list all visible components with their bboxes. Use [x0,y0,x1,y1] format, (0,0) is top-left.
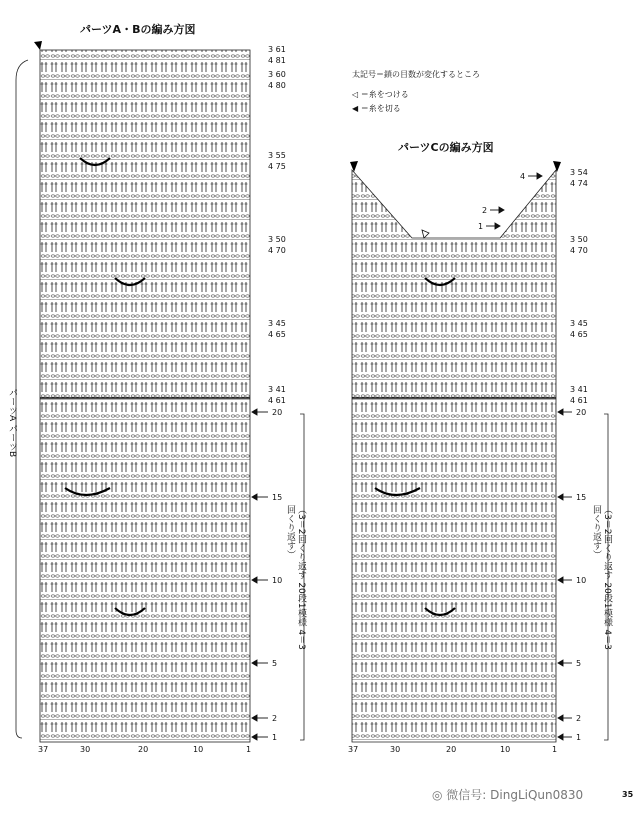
stitch-count-a: 3 45 [570,319,588,328]
stitch-count-b: 4 61 [268,396,286,405]
stitch-count-a: 3 61 [268,45,286,54]
stitch-count-a: 3 60 [268,70,286,79]
stitch-count-a: 3 55 [268,151,286,160]
legend-bold-symbol-note: 太記号＝鎖の目数が変化するところ [352,70,480,79]
row-number: 10 [272,576,283,585]
stitch-count-b: 4 70 [268,246,286,255]
stitch-number: 30 [390,745,401,754]
stitch-number: 10 [193,745,204,754]
row-number: 5 [272,659,278,668]
repeat-note-ab: （3＝2回くり返す 20段1模様 4＝3回くり返す） [285,505,306,650]
stitch-number: 1 [246,745,252,754]
watermark-text: 微信号: DingLiQun0830 [446,788,584,802]
shaping-mark: 1 [478,222,484,231]
yarn-cut-marker [350,161,358,172]
row-number: 1 [272,733,278,742]
row-number: 2 [272,714,278,723]
stitch-number: 37 [38,745,49,754]
stitch-count-b: 4 70 [570,246,588,255]
chart-c-title: パーツCの編み方図 [398,141,494,154]
row-number: 2 [576,714,582,723]
stitch-number: 20 [446,745,457,754]
chart-c-stitch-grid [352,170,556,742]
stitch-count-a: 3 45 [268,319,286,328]
stitch-count-a: 3 54 [570,168,588,177]
stitch-count-b: 4 74 [570,179,588,188]
stitch-count-a: 3 41 [268,385,286,394]
shaping-mark: 4 [520,172,526,181]
stitch-count-a: 3 41 [570,385,588,394]
stitch-count-b: 4 61 [570,396,588,405]
stitch-number: 20 [138,745,149,754]
row-number: 20 [576,408,587,417]
chart-ab-stitch-grid [40,50,250,742]
yarn-attach-marker [422,230,429,238]
stitch-count-a: 3 50 [268,235,286,244]
stitch-count-b: 4 75 [268,162,286,171]
wechat-icon: ◎ [432,788,447,802]
row-number: 20 [272,408,283,417]
watermark [432,786,583,803]
row-number: 15 [576,493,587,502]
row-arrows [558,409,572,740]
stitch-count-b: 4 80 [268,81,286,90]
stitch-number: 30 [80,745,91,754]
row-number: 10 [576,576,587,585]
legend-cut-yarn: ◀ ＝糸を切る [352,104,401,113]
chart-ab-title: パーツA・Bの編み方図 [80,23,196,36]
repeat-note-c: （3＝2回くり返す 20段1模様 4＝3回くり返す） [591,505,612,650]
yarn-cut-marker [553,161,561,172]
chart-ab [16,41,304,754]
stitch-count-b: 4 65 [570,330,588,339]
chart-c [348,161,608,754]
row-number: 1 [576,733,582,742]
page-number: 35 [622,790,634,799]
stitch-number: 1 [552,745,558,754]
stitch-count-b: 4 65 [268,330,286,339]
yarn-cut-marker [34,41,42,50]
stitch-number: 10 [500,745,511,754]
row-arrows [252,409,268,740]
stitch-count-a: 3 50 [570,235,588,244]
stitch-number: 37 [348,745,359,754]
row-number: 5 [576,659,582,668]
shaping-mark: 2 [482,206,488,215]
legend-attach-yarn: ◁ ＝糸をつける [352,90,409,99]
parts-ab-side-label: パーツA パーツB [7,388,17,458]
row-number: 15 [272,493,283,502]
stitch-count-b: 4 81 [268,56,286,65]
